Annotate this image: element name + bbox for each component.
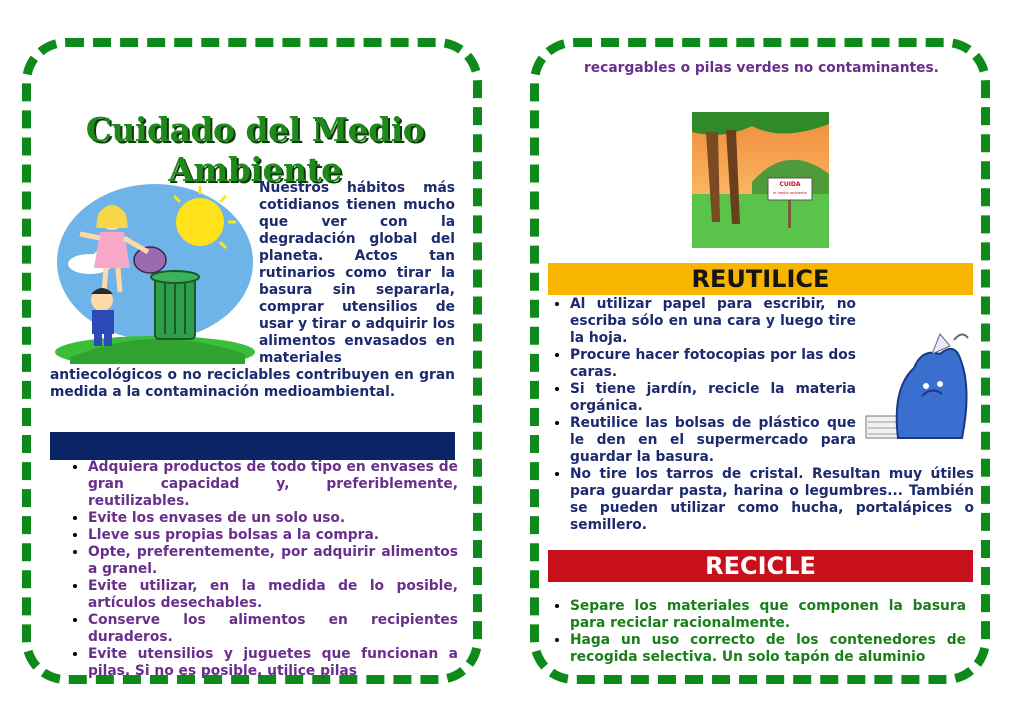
list-item: • Evite los envases de un solo uso. — [88, 510, 458, 527]
recicle-list — [552, 598, 966, 670]
list-item: • Si tiene jardín, recicle la materia orgánica. — [570, 381, 974, 415]
list-item: • Opte, preferentemente, por adquirir alimentos a granel. — [88, 544, 458, 578]
continuation-text: recargables o pilas verdes no contaminantes. — [584, 60, 939, 76]
list-item: • Adquiera productos de todo tipo en envases de gran capacidad y, preferiblemente, reutilizables. — [88, 459, 458, 510]
section-heading-bar — [50, 432, 455, 460]
sign-label: CUIDA — [779, 181, 801, 188]
list-item: • Lleve sus propias bolsas a la compra. — [88, 527, 458, 544]
list-item: • Al utilizar papel para escribir, no escriba sólo en una cara y luego tire la hoja. — [570, 296, 974, 347]
list-item: • Evite utilizar, en la medida de lo posible, artículos desechables. — [88, 578, 458, 612]
recicle-heading: RECICLE — [548, 550, 973, 582]
list-item: • Haga un uso correcto de los contenedores de recogida selectiva. Un solo tapón de aluminio — [570, 632, 966, 666]
list-item: • Separe los materiales que componen la basura para reciclar racionalmente. — [570, 598, 966, 632]
trash-bag-illustration — [862, 328, 974, 453]
reutilice-heading: REUTILICE — [548, 263, 973, 295]
intro-paragraph: Nuestros hábitos más cotidianos tienen mucho que ver con la degradación global del planeta. Actos tan rutinarios como tirar la basura sin separarla, comprar utensilios de usar y tirar o adquirir los alimentos envasados en materiales antiecológicos o no reciclables contribuyen en gran medida a la contaminación medioambiental. — [50, 180, 455, 400]
kids-recycling-illustration — [50, 182, 255, 364]
intro-block — [50, 180, 455, 401]
sign-sublabel: el medio ambiente — [773, 191, 807, 195]
list-item: • Procure hacer fotocopias por las dos caras. — [570, 347, 974, 381]
list-item: • Reutilice las bolsas de plástico que le den en el supermercado para guardar la basura. — [570, 415, 974, 466]
list-item: • Evite utensilios y juguetes que funcionan a pilas. Si no es posible, utilice pilas — [88, 646, 458, 679]
tips-list — [70, 459, 458, 679]
reutilice-list — [552, 296, 974, 534]
list-item: • Conserve los alimentos en recipientes duraderos. — [88, 612, 458, 646]
list-item: • No tire los tarros de cristal. Resultan muy útiles para guardar pasta, harina o legumbres... También se pueden utilizar como hucha, portalápices o semillero. — [570, 466, 974, 534]
page-title: Cuidado del Medio Ambiente — [85, 110, 425, 190]
nature-sign-illustration — [692, 112, 829, 248]
